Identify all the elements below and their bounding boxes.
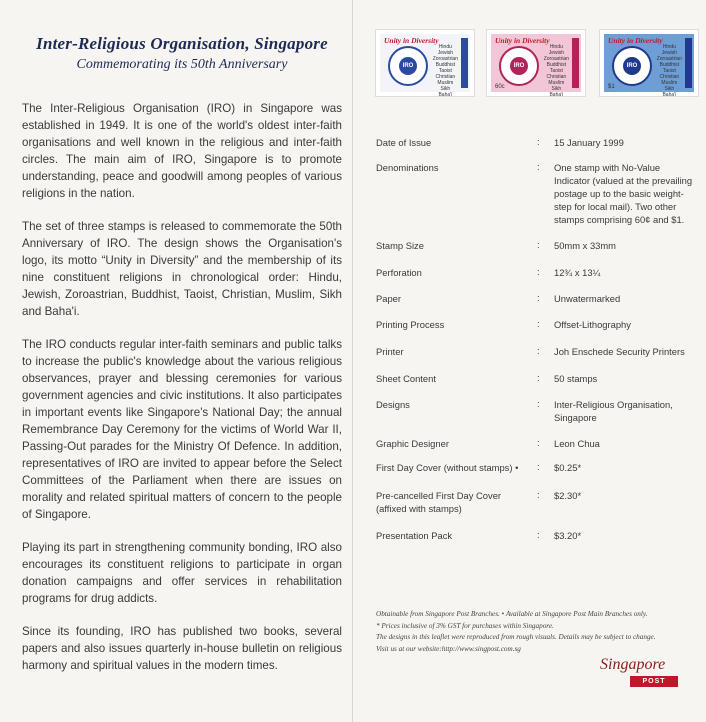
stamp-motto: Unity in Diversity xyxy=(384,36,439,45)
stamp-value: 60c xyxy=(495,84,505,90)
spec-value: Joh Enschede Security Printers xyxy=(554,346,685,357)
spec-value: $3.20* xyxy=(554,530,582,541)
page-subtitle xyxy=(22,57,342,73)
religion-name: Zoroastrian xyxy=(432,56,458,62)
religion-name: Buddhist xyxy=(659,62,680,68)
spec-colon: : xyxy=(537,398,540,409)
religion-name: Sikh xyxy=(551,86,562,92)
spec-value: $2.30* xyxy=(554,490,582,501)
spec-label: Denominations xyxy=(376,162,439,173)
spec-label: Perforation xyxy=(376,267,422,278)
spec-label: Sheet Content xyxy=(376,373,436,384)
body-paragraph: Since its founding, IRO has published two books, several papers and also issues quarterly in-house bulletin on religious harmony and spiritual values in the modern times. xyxy=(22,625,342,672)
religion-name: Zoroastrian xyxy=(543,56,569,62)
spec-colon: : xyxy=(537,239,540,250)
footnotes xyxy=(376,609,696,655)
stamp xyxy=(600,30,698,96)
spec-value: 50mm x 33mm xyxy=(554,240,616,251)
spec-label: Designs xyxy=(376,399,410,410)
spec-label: Date of Issue xyxy=(376,137,432,148)
spec-colon: : xyxy=(537,461,540,472)
stamp-motto: Unity in Diversity xyxy=(608,36,663,45)
spec-colon: : xyxy=(537,489,540,500)
spec-value: Leon Chua xyxy=(554,438,600,449)
iro-logo-icon xyxy=(612,46,652,86)
religion-name: Baha'i xyxy=(549,92,564,98)
religion-name: Baha'i xyxy=(662,92,677,98)
spec-colon: : xyxy=(537,136,540,147)
religion-name: Christian xyxy=(546,74,567,80)
stamp-face xyxy=(604,34,694,98)
spec-colon: : xyxy=(537,372,540,383)
fold-divider xyxy=(352,0,353,722)
footnote-line: Obtainable from Singapore Post Branches. • Available at Singapore Post Main Branches only. xyxy=(376,610,648,618)
stamp xyxy=(376,30,474,96)
body-paragraph: The set of three stamps is released to commemorate the 50th Anniversary of IRO. The design shows the Organisation's logo, its motto “Unity in Diversity” and the membership of its nine constituent religions in chronological order: Hindu, Jewish, Zoroastrian, Buddhist, Taoist, Christian, Muslim, Sikh and Baha'i. xyxy=(22,220,342,318)
religion-name: Hindu xyxy=(438,44,452,50)
spec-label: Pre-cancelled First Day Cover (affixed with stamps) xyxy=(376,490,502,514)
religion-name: Hindu xyxy=(549,44,563,50)
spec-value: Inter-Religious Organisation, Singapore xyxy=(554,399,673,423)
spec-label: Stamp Size xyxy=(376,240,424,251)
singapore-post-logo xyxy=(600,656,680,692)
iro-logo-icon xyxy=(499,46,539,86)
stamp-set xyxy=(376,30,696,100)
spec-value: $0.25* xyxy=(554,462,582,473)
stamp xyxy=(487,30,585,96)
religion-name: Jewish xyxy=(661,50,677,56)
religion-name: Sikh xyxy=(664,86,675,92)
religion-name: Muslim xyxy=(437,80,454,86)
spec-label: Paper xyxy=(376,293,402,304)
page-title: Inter-Religious Organisation, Singapore xyxy=(36,34,328,53)
spec-colon: : xyxy=(537,318,540,329)
subtitle-text: Commemorating its 50th Anniversary xyxy=(76,57,288,72)
religion-name: Taoist xyxy=(438,68,452,74)
body-paragraph: The Inter-Religious Organisation (IRO) in Singapore was established in 1949. It is one of the world's oldest inter-faith organisations and well known in the religious and inter-faith circles. The main aim of IRO, Singapore is to promote understanding, peace and goodwill among peoples of various religions in the nation. xyxy=(22,102,342,200)
religion-name: Christian xyxy=(659,74,680,80)
stamp-religions xyxy=(657,44,682,98)
spec-label: First Day Cover (without stamps) • xyxy=(376,462,519,473)
iro-logo-core: IRO xyxy=(623,57,641,75)
religion-name: Jewish xyxy=(437,50,453,56)
spec-value: Offset-Lithography xyxy=(554,319,631,330)
header xyxy=(22,34,342,73)
spec-colon: : xyxy=(537,529,540,540)
spec-label: Printing Process xyxy=(376,319,445,330)
body-paragraph: Playing its part in strengthening community bonding, IRO also encourages its constituent religions to participate in organ donation campaigns and offer services in rehabilitation programs for drug addicts. xyxy=(22,541,342,605)
spec-colon: : xyxy=(537,266,540,277)
religion-name: Hindu xyxy=(662,44,676,50)
religion-name: Christian xyxy=(435,74,456,80)
stamp-motto: Unity in Diversity xyxy=(495,36,550,45)
religion-name: Taoist xyxy=(549,68,563,74)
spec-label: Graphic Designer xyxy=(376,438,449,449)
spec-label: Presentation Pack xyxy=(376,530,453,541)
iro-logo-icon xyxy=(388,46,428,86)
stamp-religions xyxy=(544,44,569,98)
spec-value: 12¾ x 13¼ xyxy=(554,267,601,278)
logo-script: Singapore xyxy=(600,656,666,673)
religion-name: Jewish xyxy=(548,50,564,56)
spec-value: One stamp with No-Value Indicator (valued at the prevailing postage up to the basic weight-step for local mail). Two other stamps comprising 60¢ and $1. xyxy=(554,162,693,225)
footnote-line: * Prices inclusive of 3% GST for purchases within Singapore. xyxy=(376,621,554,630)
religion-name: Taoist xyxy=(662,68,676,74)
religion-name: Zoroastrian xyxy=(656,56,682,62)
religion-name: Buddhist xyxy=(435,62,456,68)
religion-name: Sikh xyxy=(440,86,451,92)
religion-name: Buddhist xyxy=(546,62,567,68)
religion-name: Muslim xyxy=(548,80,565,86)
logo-post-label: POST xyxy=(630,676,678,687)
body-paragraph: The IRO conducts regular inter-faith seminars and public talks to increase the public's knowledge about the various religious observances, prayer and blessing ceremonies for various government agencies and civic institutions. It also participates in important events like Singapore's National Day; the annual Remembrance Day Ceremony for the victims of World War II, Passing-Out parades for the Ministry Of Defence. In addition, representatives of IRO are invited to appear before the Select Committees of the Parliament when there are issues on morality and related spiritual matters of concern to the people of Singapore. xyxy=(22,338,342,521)
stamp-face xyxy=(491,34,581,98)
religion-name: Muslim xyxy=(661,80,678,86)
footnote-line: The designs in this leaflet were reproduced from rough visuals. Details may be subject to change. xyxy=(376,633,656,641)
stamp-country-strip xyxy=(685,38,692,88)
stamp-face xyxy=(380,34,470,98)
spec-value: 15 January 1999 xyxy=(554,137,624,148)
spec-colon: : xyxy=(537,345,540,356)
body-text xyxy=(22,100,342,690)
spec-colon: : xyxy=(537,437,540,448)
stamp-value: $1 xyxy=(608,84,615,90)
stamp-country-strip xyxy=(572,38,579,88)
spec-colon: : xyxy=(537,292,540,303)
spec-label: Printer xyxy=(376,346,404,357)
stamp-religions xyxy=(433,44,458,98)
iro-logo-core: IRO xyxy=(399,57,417,75)
spec-value: 50 stamps xyxy=(554,373,598,384)
footnote-line: Visit us at our website:http://www.singpost.com.sg xyxy=(376,644,521,653)
religion-name: Baha'i xyxy=(438,92,453,98)
stamp-country-strip xyxy=(461,38,468,88)
spec-colon: : xyxy=(537,161,540,172)
iro-logo-core: IRO xyxy=(510,57,528,75)
spec-value: Unwatermarked xyxy=(554,293,621,304)
